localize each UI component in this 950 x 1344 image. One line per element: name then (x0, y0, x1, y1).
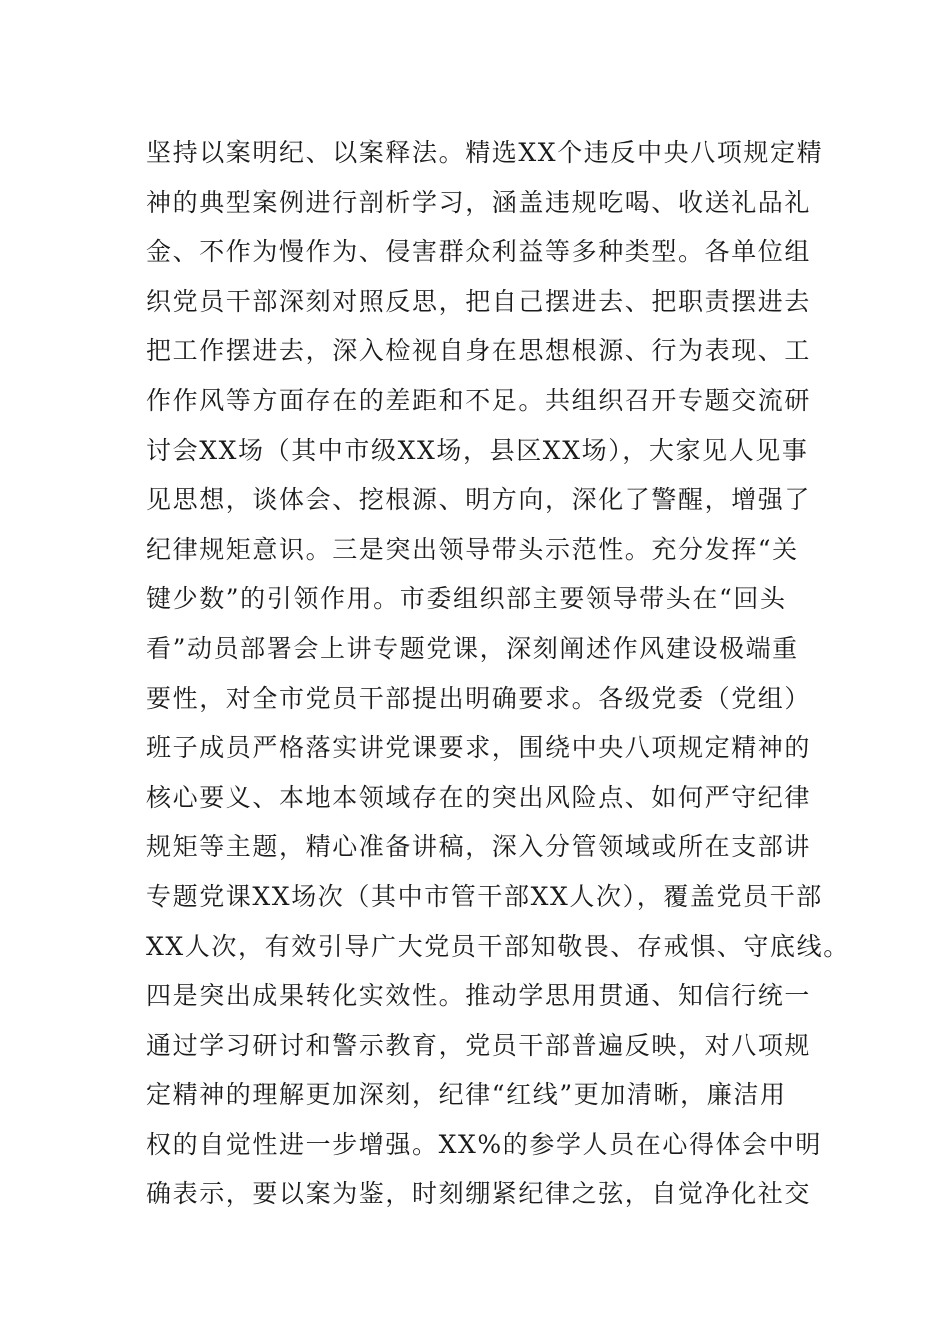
text-line: 讨会XX场（其中市级XX场，县区XX场），大家见人见事 (146, 435, 809, 465)
text-line: 织党员干部深刻对照反思，把自己摆进去、把职责摆进去 (146, 286, 812, 316)
text-line: 纪律规矩意识。三是突出领导带头示范性。充分发挥“关 (146, 534, 799, 564)
text-line: 班子成员严格落实讲党课要求，围绕中央八项规定精神的 (146, 733, 812, 763)
text-line: 权的自觉性进一步增强。XX%的参学人员在心得体会中明 (146, 1129, 822, 1159)
text-line: 键少数”的引领作用。市委组织部主要领导带头在“回头 (146, 584, 787, 614)
text-line: 规矩等主题，精心准备讲稿，深入分管领域或所在支部讲 (146, 832, 812, 862)
document-body (146, 128, 850, 1219)
text-line: 核心要义、本地本领域存在的突出风险点、如何严守纪律 (146, 782, 812, 812)
text-line: 神的典型案例进行剖析学习，涵盖违规吃喝、收送礼品礼 (146, 187, 812, 217)
text-line: 四是突出成果转化实效性。推动学思用贯通、知信行统一 (146, 981, 812, 1011)
text-line: 金、不作为慢作为、侵害群众利益等多种类型。各单位组 (146, 237, 812, 267)
text-line: 定精神的理解更加深刻，纪律“红线”更加清晰，廉洁用 (146, 1080, 787, 1110)
text-line: 坚持以案明纪、以案释法。精选XX个违反中央八项规定精 (146, 138, 824, 167)
text-line: 作作风等方面存在的差距和不足。共组织召开专题交流研 (146, 385, 812, 415)
text-line: 通过学习研讨和警示教育，党员干部普遍反映，对八项规 (146, 1030, 812, 1060)
text-line: 专题党课XX场次（其中市管干部XX人次），覆盖党员干部 (146, 881, 823, 911)
text-line: 见思想，谈体会、挖根源、明方向，深化了警醒，增强了 (146, 485, 812, 515)
text-line: 看”动员部署会上讲专题党课，深刻阐述作风建设极端重 (146, 633, 799, 663)
text-line: 要性，对全市党员干部提出明确要求。各级党委（党组） (146, 683, 812, 713)
text-line: XX人次，有效引导广大党员干部知敬畏、存戒惧、守底线。 (146, 931, 850, 961)
text-line: 把工作摆进去，深入检视自身在思想根源、行为表现、工 (146, 336, 812, 366)
text-line: 确表示，要以案为鉴，时刻绷紧纪律之弦，自觉净化社交 (146, 1179, 812, 1209)
